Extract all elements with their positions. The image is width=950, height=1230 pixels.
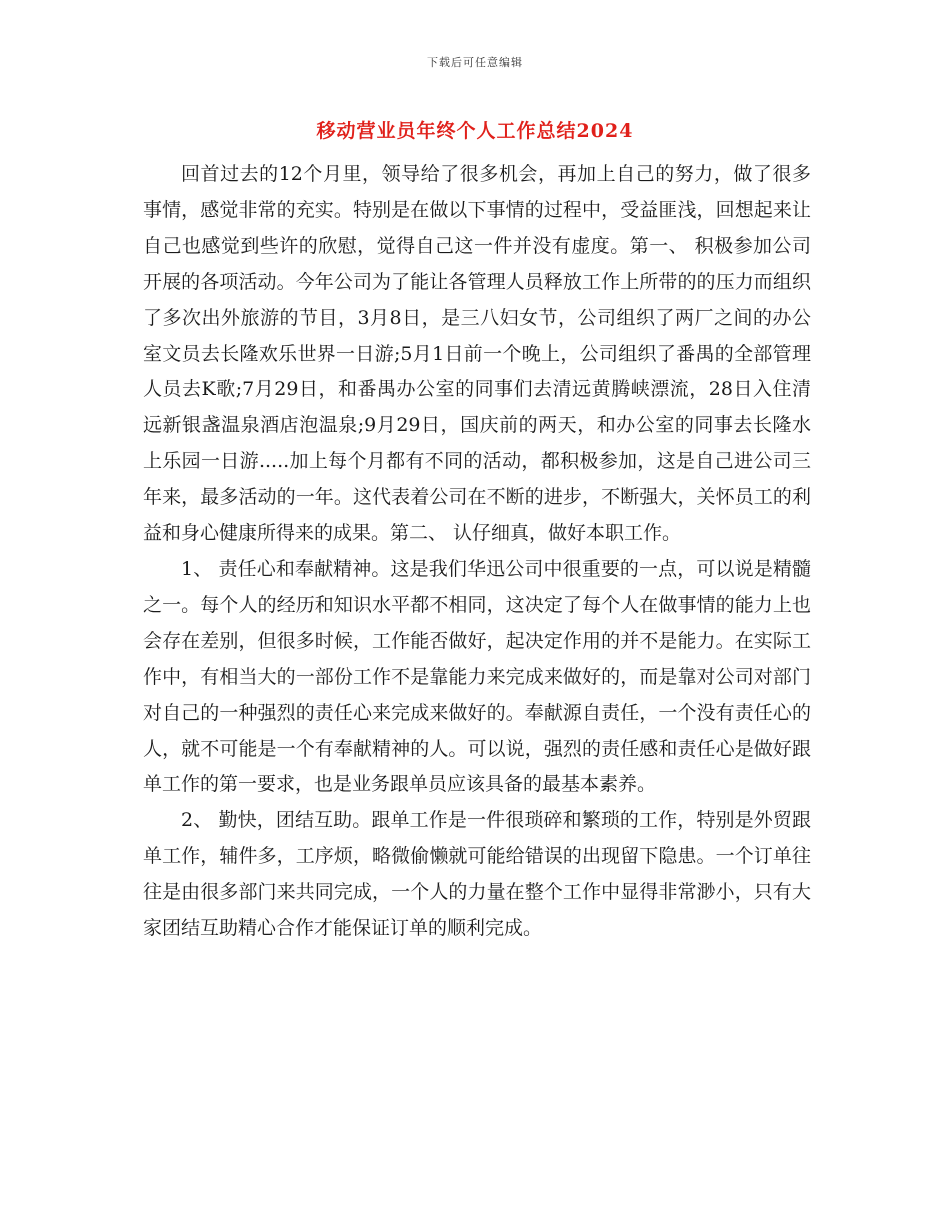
header-note: 下载后可任意编辑 xyxy=(427,56,523,69)
paragraph-3: 2、 勤快，团结互助。跟单工作是一件很琐碎和繁琐的工作，特别是外贸跟单工作，辅件多，工序烦，略微偷懒就可能给错误的出现留下隐患。一个订单往往是由很多部门来共同完成，一个人的力量在整个工作中显得非常渺小，只有大家团结互助精心合作才能保证订单的顺利完成。 xyxy=(143,809,811,940)
document-title: 移动营业员年终个人工作总结2024 xyxy=(316,120,634,142)
paragraph-2: 1、 责任心和奉献精神。这是我们华迅公司中很重要的一点，可以说是精髓之一。每个人的经历和知识水平都不相同，这决定了每个人在做事情的能力上也会存在差别，但很多时候，工作能否做好，起决定作用的并不是能力。在实际工作中，有相当大的一部份工作不是靠能力来完成来做好的，而是靠对公司对部门对自己的一种强烈的责任心来完成来做好的。奉献源自责任，一个没有责任心的人，就不可能是一个有奉献精神的人。可以说，强烈的责任感和责任心是做好跟单工作的第一要求，也是业务跟单员应该具备的最基本素养。 xyxy=(143,557,811,796)
paragraph-1: 回首过去的12个月里，领导给了很多机会，再加上自己的努力，做了很多事情，感觉非常的充实。特别是在做以下事情的过程中，受益匪浅，回想起来让自己也感觉到些许的欣慰，觉得自己这一件并没有虚度。第一、 积极参加公司开展的各项活动。今年公司为了能让各管理人员释放工作上所带的的压力而组织了多次出外旅游的节目，3月8日，是三八妇女节，公司组织了两厂之间的办公室文员去长隆欢乐世界一日游;5月1日前一个晚上，公司组织了番禺的全部管理人员去K歌;7月29日，和番禺办公室的同事们去清远黄腾峡漂流，28日入住清远新银盏温泉酒店泡温泉;9月29日，国庆前的两天，和办公室的同事去长隆水上乐园一日游.....加上每个月都有不同的活动，都积极参加，这是自己进公司三年来，最多活动的一年。这代表着公司在不断的进步，不断强大，关怀员工的利益和身心健康所得来的成果。第二、 认仔细真，做好本职工作。 xyxy=(143,163,811,545)
document-body xyxy=(143,157,811,947)
